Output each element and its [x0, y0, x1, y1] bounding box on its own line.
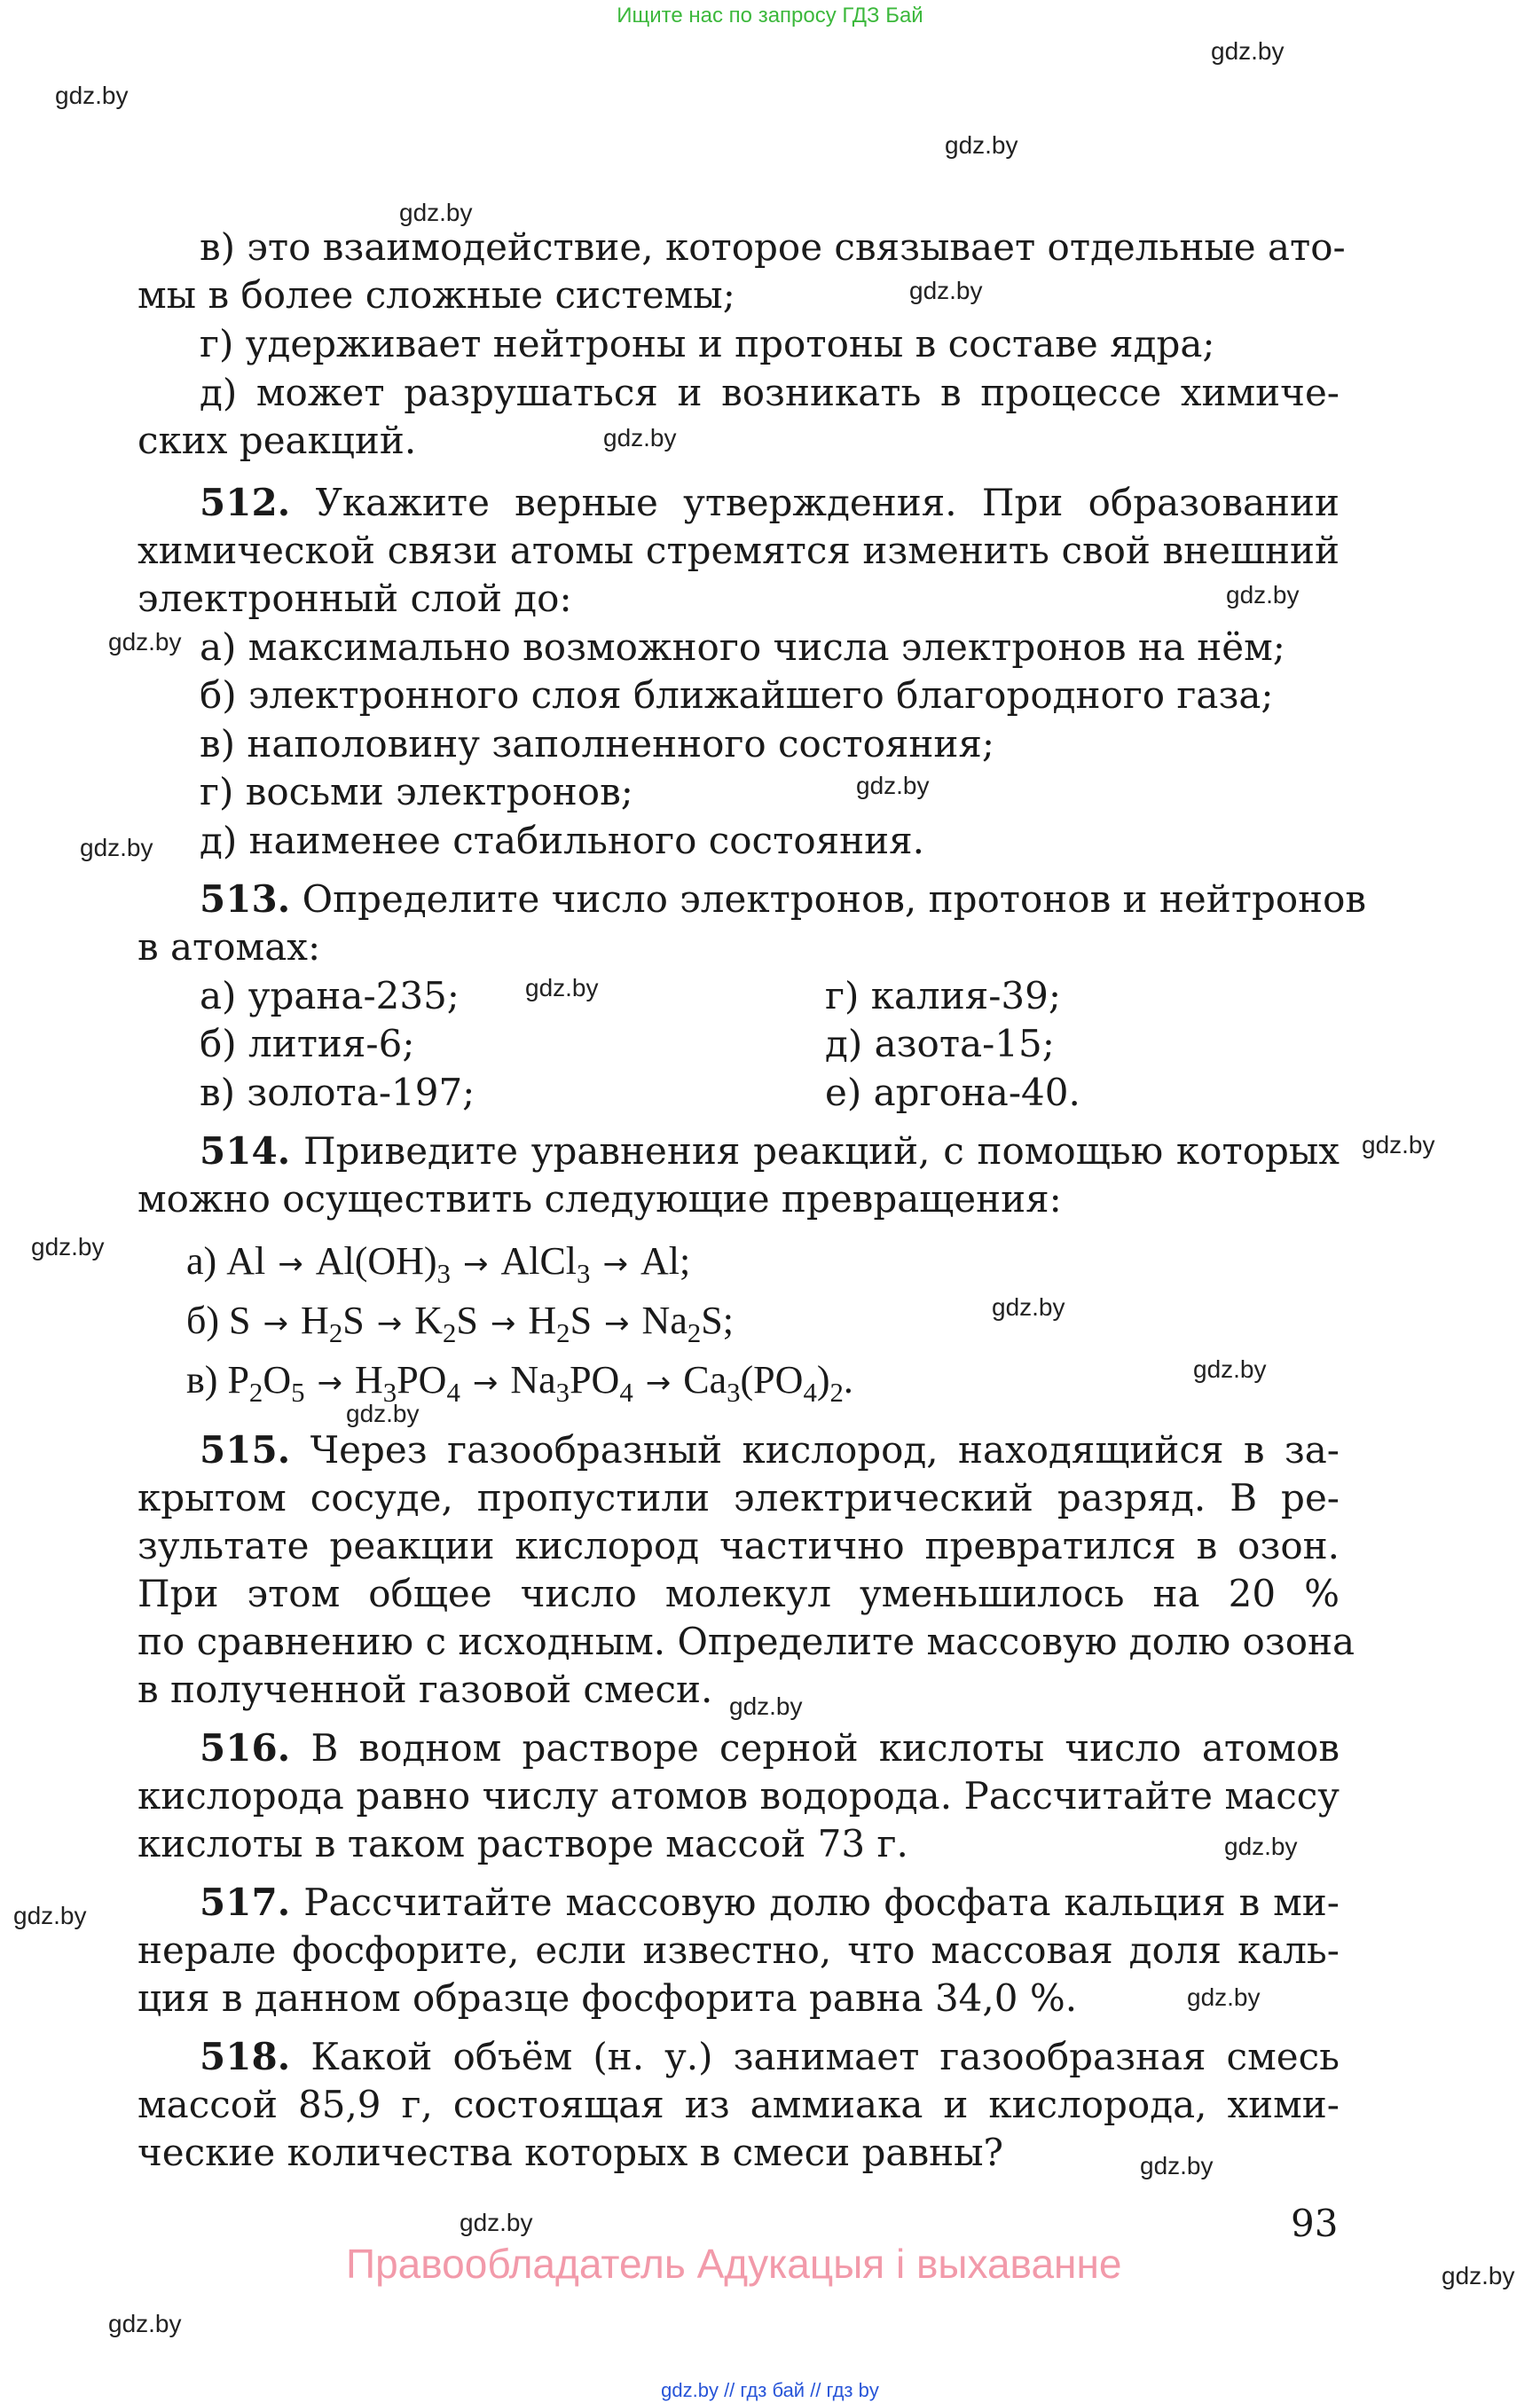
watermark: gdz.by: [945, 131, 1018, 159]
q516-line-2: кислорода равно числу атомов водорода. Рассчитайте массу: [138, 1774, 1340, 1818]
watermark: gdz.by: [992, 1293, 1065, 1321]
watermark: gdz.by: [346, 1400, 420, 1427]
top-banner[interactable]: Ищите нас по запросу ГДЗ Бай: [617, 4, 923, 27]
q512-number: 512.: [200, 481, 291, 524]
q516-line-3: кислоты в таком растворе массой 73 г.: [138, 1822, 908, 1865]
watermark: gdz.by: [909, 277, 983, 304]
watermark: gdz.by: [55, 82, 129, 109]
q514-number: 514.: [200, 1129, 291, 1173]
q515-line-2: крытом сосуде, пропустили электрический разряд. В ре-: [138, 1476, 1340, 1520]
q513-left-3: в) золота-197;: [200, 1071, 475, 1114]
q514-chain-c: в) $P_2O_5 \to H_3PO_4 \to Na_3PO_4 \to Ca_3(PO_4)_2$.: [186, 1358, 853, 1408]
q512-option-c: в) наполовину заполненного состояния;: [200, 722, 995, 766]
q514-chain-b: б) $S \to H_2S \to K_2S \to H_2S \to Na_2S$;: [186, 1299, 734, 1348]
watermark: gdz.by: [1193, 1355, 1267, 1383]
watermark: gdz.by: [13, 1902, 87, 1929]
q518-line-1: 518. Какой объём (н. у.) занимает газообразная смесь: [200, 2035, 1340, 2078]
watermark: gdz.by: [729, 1692, 803, 1720]
intro-line-3: г) удерживает нейтроны и протоны в составе ядра;: [200, 322, 1215, 365]
watermark: gdz.by: [1442, 2262, 1515, 2289]
page-number: 93: [1291, 2202, 1339, 2245]
intro-line-5: ских реакций.: [138, 419, 417, 462]
q518-line-2: массой 85,9 г, состоящая из аммиака и кислорода, хими-: [138, 2083, 1340, 2126]
q512-option-b: б) электронного слоя ближайшего благородного газа;: [200, 673, 1274, 717]
q512-line-2: химической связи атомы стремятся изменить свой внешний: [138, 529, 1340, 572]
watermark: gdz.by: [1140, 2152, 1214, 2179]
q512-option-e: д) наименее стабильного состояния.: [200, 819, 924, 862]
watermark: gdz.by: [856, 772, 930, 799]
intro-line-1: в) это взаимодействие, которое связывает отдельные ато-: [200, 225, 1346, 269]
q514-line-2: можно осуществить следующие превращения:: [138, 1177, 1062, 1221]
q516-line-1: 516. В водном растворе серной кислоты число атомов: [200, 1726, 1340, 1770]
watermark: gdz.by: [80, 834, 153, 861]
q515-number: 515.: [200, 1428, 291, 1472]
watermark: gdz.by: [603, 424, 677, 452]
q513-right-3: е) аргона-40.: [825, 1071, 1080, 1114]
q517-line-1: 517. Рассчитайте массовую долю фосфата кальция в ми-: [200, 1881, 1340, 1924]
q517-line-2: нерале фосфорите, если известно, что массовая доля каль-: [138, 1928, 1340, 1972]
q516-number: 516.: [200, 1726, 291, 1770]
watermark: gdz.by: [460, 2209, 533, 2236]
q514-chain-a: а) $Al \to Al(OH)_3$ → AlCl$_3$ → Al;: [186, 1239, 691, 1289]
q518-line-3: ческие количества которых в смеси равны?: [138, 2131, 1004, 2174]
watermark: gdz.by: [1187, 1983, 1261, 2011]
q512-option-a: а) максимально возможного числа электронов на нём;: [200, 625, 1285, 669]
watermark: gdz.by: [399, 199, 473, 226]
q512-line-3: электронный слой до:: [138, 577, 572, 620]
q515-line-1: 515. Через газообразный кислород, находящийся в за-: [200, 1428, 1340, 1472]
q513-line-2: в атомах:: [138, 925, 321, 969]
watermark: gdz.by: [1224, 1833, 1298, 1860]
q515-line-4: При этом общее число молекул уменьшилось на 20 %: [138, 1572, 1340, 1615]
q517-number: 517.: [200, 1881, 291, 1924]
watermark: gdz.by: [1362, 1131, 1435, 1158]
q513-right-2: д) азота-15;: [825, 1022, 1055, 1065]
q513-left-2: б) лития-6;: [200, 1022, 415, 1065]
q512-line-1: 512. Укажите верные утверждения. При образовании: [200, 481, 1340, 524]
watermark: gdz.by: [31, 1233, 105, 1260]
q515-line-6: в полученной газовой смеси.: [138, 1668, 713, 1711]
q518-number: 518.: [200, 2035, 291, 2078]
q517-line-3: ция в данном образце фосфорита равна 34,0 %.: [138, 1976, 1078, 2020]
watermark: gdz.by: [1226, 581, 1300, 609]
q513-line-1: 513. Определите число электронов, протонов и нейтронов: [200, 877, 1367, 921]
intro-line-2: мы в более сложные системы;: [138, 273, 735, 317]
watermark: gdz.by: [525, 974, 599, 1001]
q515-line-3: зультате реакции кислород частично превратился в озон.: [138, 1524, 1340, 1567]
q515-line-5: по сравнению с исходным. Определите массовую долю озона: [138, 1620, 1355, 1663]
q513-number: 513.: [200, 877, 291, 921]
watermark: gdz.by: [108, 628, 182, 656]
footer-links[interactable]: gdz.by // гдз бай // гдз by: [661, 2379, 879, 2401]
q514-line-1: 514. Приведите уравнения реакций, с помощью которых: [200, 1129, 1340, 1173]
rights-holder: Правообладатель Адукацыя і выхаванне: [346, 2241, 1122, 2287]
q513-left-1: а) урана-235;: [200, 974, 460, 1017]
watermark: gdz.by: [108, 2310, 182, 2337]
q513-right-1: г) калия-39;: [825, 974, 1061, 1017]
intro-line-4: д) может разрушаться и возникать в процессе химиче-: [200, 371, 1340, 414]
watermark: gdz.by: [1211, 37, 1285, 65]
q512-option-d: г) восьми электронов;: [200, 770, 633, 813]
